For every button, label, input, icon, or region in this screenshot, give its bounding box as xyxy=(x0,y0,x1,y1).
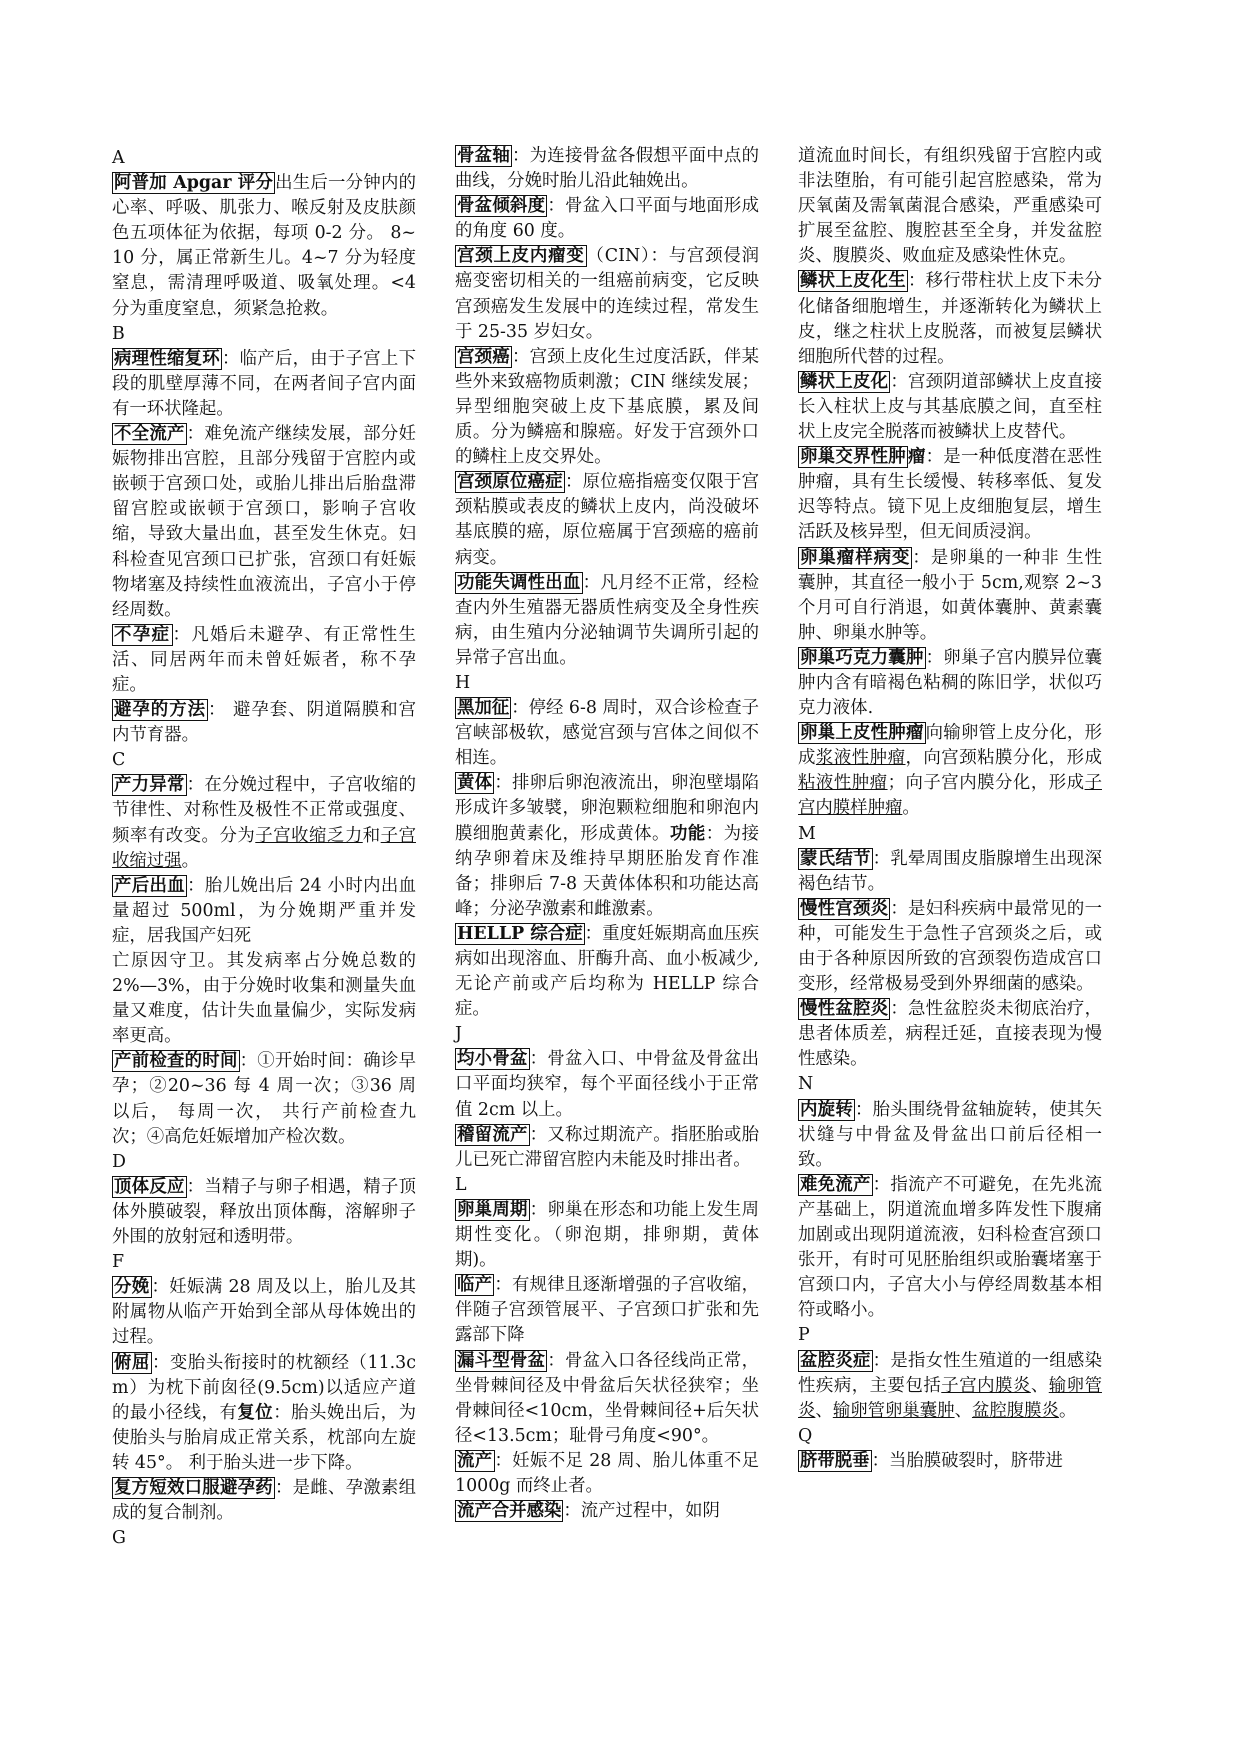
glossary-entry xyxy=(112,347,416,422)
entry-text: ：胎头围绕骨盆轴旋转，使其矢状缝与中骨盆及骨盆出口前后径相一致。 xyxy=(798,1099,1102,1170)
entry-text: ：①开始时间：确诊早孕；②20~36 每 4 周一次；③36 周以后， 每周一次， 共行产前检查九次；④高危妊娠增加产检次数。 xyxy=(112,1051,416,1147)
section-letter: F xyxy=(112,1252,125,1273)
bold-term: 功能 xyxy=(669,823,706,844)
glossary-entry xyxy=(112,698,416,748)
entry-term: 宫颈癌 xyxy=(457,346,510,367)
entry-text: ：为接纳孕卵着床及维持早期胚胎发育作准备；排卵后 7-8 天黄体体积和功能达高峰；分泌孕激素和雌激素。 xyxy=(455,823,759,919)
entry-text: ：卵巢在形态和功能上发生周期性变化。（卵泡期，排卵期，黄体期)。 xyxy=(455,1199,759,1271)
entry-text: 。 xyxy=(1058,1400,1077,1421)
entry-term: 鳞状上皮化 xyxy=(800,371,889,392)
entry-text: 和 xyxy=(362,825,381,846)
glossary-entry xyxy=(798,721,1102,821)
bold-term: 瘤 xyxy=(907,447,926,468)
entry-text: ：当胎膜破裂时，脐带进 xyxy=(871,1450,1063,1471)
glossary-entry xyxy=(455,1123,759,1173)
entry-term: 均小骨盆 xyxy=(457,1049,528,1070)
entry-text: 。 xyxy=(181,850,199,871)
entry-term: 功能失调性出血 xyxy=(457,572,581,593)
entry-term: 盆腔炎症 xyxy=(800,1350,871,1371)
entry-text: ：排卵后卵泡液流出，卵泡壁塌陷形成许多皱襞，卵泡颗粒细胞和卵泡内膜细胞黄素化，形成黄体。 xyxy=(455,773,759,844)
glossary-entry xyxy=(455,1198,759,1273)
entry-text: ：妊娠不足 28 周、胎儿体重不足 1000g 而终止者。 xyxy=(455,1450,759,1496)
entry-term: 分娩 xyxy=(114,1277,150,1298)
entry-term: 骨盆倾斜度 xyxy=(457,196,546,217)
entry-term: 流产合并感染 xyxy=(457,1501,562,1522)
entry-text: ：又称过期流产。指胚胎或胎儿已死亡滞留宫腔内未能及时排出者。 xyxy=(455,1124,759,1170)
entry-term: 卵巢周期 xyxy=(457,1199,528,1220)
entry-term: 漏斗型骨盆 xyxy=(457,1350,546,1371)
entry-term: 蒙氏结节 xyxy=(800,848,871,869)
glossary-entry xyxy=(455,244,759,344)
glossary-entry xyxy=(798,546,1102,646)
glossary-entry xyxy=(798,445,1102,545)
entry-text: ：胎儿娩出后 24 小时内出血量超过 500ml，为分娩期严重并发症，居我国产妇死 xyxy=(112,875,416,946)
underlined-term: 盆腔腹膜炎 xyxy=(971,1400,1059,1421)
entry-term: 阿普加 Apgar 评分 xyxy=(114,173,274,194)
entry-text: ：重度妊娠期高血压疾病如出现溶血、肝酶升高、血小板减少,无论产前或产后均称为 HELLP 综合症。 xyxy=(455,923,759,1020)
entry-term: 内旋转 xyxy=(800,1099,853,1120)
section-letter: M xyxy=(798,823,816,844)
glossary-entry xyxy=(455,194,759,244)
entry-text: ：是一种低度潜在恶性肿瘤，具有生长缓慢、转移率低、复发迟等特点。镜下见上皮细胞复层，增生活跃及核异型，但无间质浸润。 xyxy=(798,447,1102,543)
entry-text: 出生后一分钟内的心率、呼吸、肌张力、喉反射及皮肤颜色五项体征为依据，每项 0-2 分。 8~10 分，属正常新生儿。4~7 分为轻度窒息，需清理呼吸道、吸氧处理。<4 分为重度窒息，须紧急抢救。 xyxy=(112,173,416,319)
glossary-entry xyxy=(112,1476,416,1526)
glossary-entry xyxy=(455,696,759,771)
underlined-term: 子宫内膜炎 xyxy=(941,1375,1031,1396)
entry-term: 慢性宫颈炎 xyxy=(800,898,889,919)
glossary-entry xyxy=(455,1273,759,1348)
glossary-entry xyxy=(112,1351,416,1476)
entry-text: ：当精子与卵子相遇，精子顶体外膜破裂，释放出顶体酶，溶解卵子外围的放射冠和透明带。 xyxy=(112,1176,416,1248)
underlined-term: 子宫内膜样肿瘤 xyxy=(798,773,1102,819)
glossary-entry xyxy=(112,874,416,949)
glossary-entry xyxy=(112,171,416,322)
entry-text: ：为连接骨盆各假想平面中点的曲线，分娩时胎儿沿此轴娩出。 xyxy=(455,146,759,192)
glossary-entry xyxy=(798,997,1102,1072)
entry-term: 卵巢巧克力囊肿 xyxy=(800,647,924,668)
glossary-entry xyxy=(455,922,759,1022)
entry-term: 卵巢交界性肿 xyxy=(800,447,906,468)
section-letter: C xyxy=(112,750,126,771)
entry-term: 避孕的方法 xyxy=(114,700,207,721)
section-letter: H xyxy=(455,672,471,693)
entry-text: ：变胎头衔接时的枕额经（11.3cm）为枕下前囱径(9.5cm)以适应产道的最小径线，有 xyxy=(112,1352,416,1423)
glossary-entry xyxy=(455,1449,759,1499)
entry-term: 复方短效口服避孕药 xyxy=(114,1477,273,1498)
column-right xyxy=(798,144,1102,1474)
entry-term: 黄体 xyxy=(457,773,493,794)
entry-term: 宫颈上皮内瘤变 xyxy=(457,246,585,267)
glossary-entry xyxy=(112,773,416,873)
section-letter: N xyxy=(798,1074,814,1095)
underlined-term: 粘液性肿瘤 xyxy=(798,773,888,794)
section-letter: B xyxy=(112,323,125,344)
entry-text: ：是妇科疾病中最常见的一种，可能发生于急性子宫颈炎之后，或由于各种原因所致的宫颈裂伤造成宫口变形，经常极易受到外界细菌的感染。 xyxy=(798,898,1102,995)
underlined-term: 浆液性肿瘤 xyxy=(815,748,906,769)
entry-text: ：骨盆入口、中骨盆及骨盆出口平面均狭窄，每个平面径线小于正常值 2cm 以上。 xyxy=(455,1049,759,1120)
entry-text: 。 xyxy=(902,798,920,819)
underlined-term: 输卵管卵巢囊肿 xyxy=(832,1400,955,1421)
entry-text: ：难免流产继续发展，部分妊娠物排出宫腔，且部分残留于宫腔内或嵌顿于宫颈口处，或胎儿排出后胎盘滞留宫腔或嵌顿于宫颈口，影响子宫收缩，导致大量出血，甚至发生休克。妇科检查见宫颈口已扩张，宫颈口有妊娠物堵塞及持续性血液流出，子宫小于停经周数。 xyxy=(112,424,416,620)
glossary-entry xyxy=(798,897,1102,997)
entry-text: ：停经 6-8 周时，双合诊检查子宫峡部极软，感觉宫颈与宫体之间似不相连。 xyxy=(455,698,759,769)
entry-term: 临产 xyxy=(457,1275,493,1296)
glossary-entry xyxy=(112,422,416,623)
entry-term: 鳞状上皮化生 xyxy=(800,271,906,292)
section-letter: G xyxy=(112,1528,126,1549)
entry-text: ，向宫颈粘膜分化，形成 xyxy=(905,748,1102,769)
entry-text: ：凡月经不正常，经检查内外生殖器无器质性病变及全身性疾病，由生殖内分泌轴调节失调所引起的异常子宫出血。 xyxy=(455,572,759,668)
entry-text: ；向子宫内膜分化，形成 xyxy=(887,773,1085,794)
entry-term: 卵巢瘤样病变 xyxy=(800,547,911,568)
entry-text: ：是雌、孕激素组成的复合制剂。 xyxy=(112,1477,416,1524)
entry-text: ：移行带柱状上皮下未分化储备细胞增生，并逐渐转化为鳞状上皮，继之柱状上皮脱落，而被复层鳞状细胞所代替的过程。 xyxy=(798,271,1102,367)
entry-text: ： 避孕套、阴道隔膜和宫内节育器。 xyxy=(112,700,416,746)
entry-term: 骨盆轴 xyxy=(457,146,510,166)
entry-text: ：骨盆入口各径线尚正常，坐骨棘间径及中骨盆后矢状径狭窄；坐骨棘间径<10cm，坐骨棘间径+后矢状径<13.5cm；耻骨弓角度<90°。 xyxy=(455,1350,759,1446)
entry-term: 俯屈 xyxy=(114,1352,150,1373)
glossary-entry xyxy=(455,771,759,922)
glossary-entry xyxy=(455,345,759,470)
glossary-entry xyxy=(455,571,759,671)
entry-text: 、 xyxy=(815,1400,833,1421)
entry-term: 产后出血 xyxy=(114,875,186,896)
entry-term: 宫颈原位癌症 xyxy=(457,472,563,493)
glossary-entry xyxy=(798,1098,1102,1173)
entry-text: ：胎头娩出后，为使胎头与胎肩成正常关系，枕部向左旋转 45°。 利于胎头进一步下降。 xyxy=(112,1402,416,1473)
glossary-entry xyxy=(798,370,1102,445)
glossary-entry xyxy=(112,1275,416,1350)
underlined-term: 子宫收缩乏力 xyxy=(255,825,363,846)
entry-term: HELLP 综合症 xyxy=(457,923,583,944)
glossary-entry xyxy=(798,1449,1102,1474)
entry-text: ：原位癌指癌变仅限于宫颈粘膜或表皮的鳞状上皮内，尚没破坏基底膜的癌，原位癌属于宫颈癌的癌前病变。 xyxy=(455,472,759,568)
entry-text: ：临产后，由于子宫上下段的肌壁厚薄不同，在两者间子宫内面有一环状隆起。 xyxy=(112,348,416,419)
glossary-entry xyxy=(112,949,416,1049)
entry-text: ：骨盆入口平面与地面形成的角度 60 度。 xyxy=(455,196,759,242)
glossary-entry xyxy=(798,646,1102,721)
glossary-entry xyxy=(798,1349,1102,1424)
entry-text: ：是指女性生殖道的一组感染性疾病，主要包括 xyxy=(798,1350,1102,1396)
entry-text: ：流产过程中，如阴 xyxy=(563,1501,720,1522)
glossary-entry xyxy=(112,623,416,698)
section-letter: D xyxy=(112,1151,126,1172)
glossary-entry xyxy=(798,1173,1102,1324)
glossary-entry xyxy=(112,1175,416,1250)
glossary-entry xyxy=(455,144,759,194)
glossary-entry xyxy=(455,1047,759,1122)
entry-text: ：急性盆腔炎未彻底治疗，患者体质差，病程迁延，直接表现为慢性感染。 xyxy=(798,999,1102,1070)
section-letter: A xyxy=(112,148,125,168)
entry-term: 病理性缩复环 xyxy=(114,348,220,369)
column-left xyxy=(112,146,416,1551)
entry-term: 产前检查的时间 xyxy=(114,1051,238,1072)
glossary-entry xyxy=(798,269,1102,369)
glossary-entry xyxy=(455,1349,759,1449)
glossary-entry xyxy=(798,144,1102,269)
entry-text: ：指流产不可避免，在先兆流产基础上，阴道流血增多阵发性下腹痛加剧或出现阴道流液，妇科检查宫颈口张开，有时可见胚胎组织或胎囊堵塞于宫颈口内，子宫大小与停经周数基本相符或略小。 xyxy=(798,1174,1102,1321)
section-letter: Q xyxy=(798,1425,813,1446)
entry-text: 、 xyxy=(954,1400,972,1421)
entry-text: ：凡婚后未避孕、有正常性生活、同居两年而未曾妊娠者，称不孕症。 xyxy=(112,624,416,695)
column-middle xyxy=(455,144,759,1524)
section-letter: L xyxy=(455,1174,467,1195)
bold-term: 复位 xyxy=(237,1402,274,1423)
entry-term: 脐带脱垂 xyxy=(800,1450,870,1471)
section-letter: P xyxy=(798,1325,810,1346)
glossary-entry xyxy=(798,847,1102,897)
entry-text: ：有规律且逐渐增强的子宫收缩，伴随子宫颈管展平、子宫颈口扩张和先露部下降 xyxy=(455,1275,759,1346)
entry-text: （CIN）：与宫颈侵润癌变密切相关的一组癌前病变，它反映宫颈癌发生发展中的连续过程，常发生于 25-35 岁妇女。 xyxy=(455,246,759,342)
glossary-entry xyxy=(455,470,759,570)
entry-text: 亡原因守卫。其发病率占分娩总数的 2%—3%，由于分娩时收集和测量失血量又难度，估计失血量偏少，实际发病率更高。 xyxy=(112,951,416,1047)
glossary-entry xyxy=(112,1049,416,1149)
entry-term: 顶体反应 xyxy=(114,1176,185,1197)
entry-text: 道流血时间长，有组织残留于宫腔内或非法堕胎，有可能引起宫腔感染，常为厌氧菌及需氧菌混合感染，严重感染可扩展至盆腔、腹腔甚至全身，并发盆腔炎、腹膜炎、败血症及感染性休克。 xyxy=(798,146,1102,267)
entry-text: ：乳晕周围皮脂腺增生出现深褐色结节。 xyxy=(798,848,1102,894)
entry-text: ：在分娩过程中，子宫收缩的节律性、对称性及极性不正常或强度、频率有改变。分为 xyxy=(112,775,416,846)
underlined-term: 输卵管炎 xyxy=(798,1375,1102,1421)
entry-term: 慢性盆腔炎 xyxy=(800,999,889,1020)
entry-term: 稽留流产 xyxy=(457,1124,528,1145)
entry-term: 黑加征 xyxy=(457,698,510,719)
underlined-term: 子宫收缩过强 xyxy=(112,825,416,871)
entry-text: ：卵巢子宫内膜异位囊肿内含有暗褐色粘稠的陈旧学，状似巧克力液体. xyxy=(798,647,1102,719)
entry-term: 难免流产 xyxy=(800,1174,871,1195)
entry-term: 不全流产 xyxy=(114,424,185,445)
entry-text: ：妊娠满 28 周及以上，胎儿及其附属物从临产开始到全部从母体娩出的过程。 xyxy=(112,1277,416,1348)
entry-text: 向输卵管上皮分化，形成 xyxy=(798,723,1102,769)
entry-term: 产力异常 xyxy=(114,775,185,796)
entry-text: ：宫颈上皮化生过度活跃，伴某些外来致癌物质刺激；CIN 继续发展；异型细胞突破上皮下基底膜，累及间质。分为鳞癌和腺癌。好发于宫颈外口的鳞柱上皮交界处。 xyxy=(455,346,759,468)
entry-term: 流产 xyxy=(457,1450,493,1471)
glossary-entry xyxy=(455,1499,759,1524)
entry-term: 卵巢上皮性肿瘤 xyxy=(800,723,924,744)
entry-text: ：是卵巢的一种非 生性囊肿，其直径一般小于 5cm,观察 2~3 个月可自行消退，如黄体囊肿、黄素囊肿、卵巢水肿等。 xyxy=(798,547,1102,643)
section-letter: J xyxy=(455,1024,462,1045)
entry-term: 不孕症 xyxy=(114,624,171,645)
entry-text: 、 xyxy=(1030,1375,1049,1396)
entry-text: ：宫颈阴道部鳞状上皮直接长入柱状上皮与其基底膜之间，直至柱状上皮完全脱落而被鳞状上皮替代。 xyxy=(798,371,1102,443)
